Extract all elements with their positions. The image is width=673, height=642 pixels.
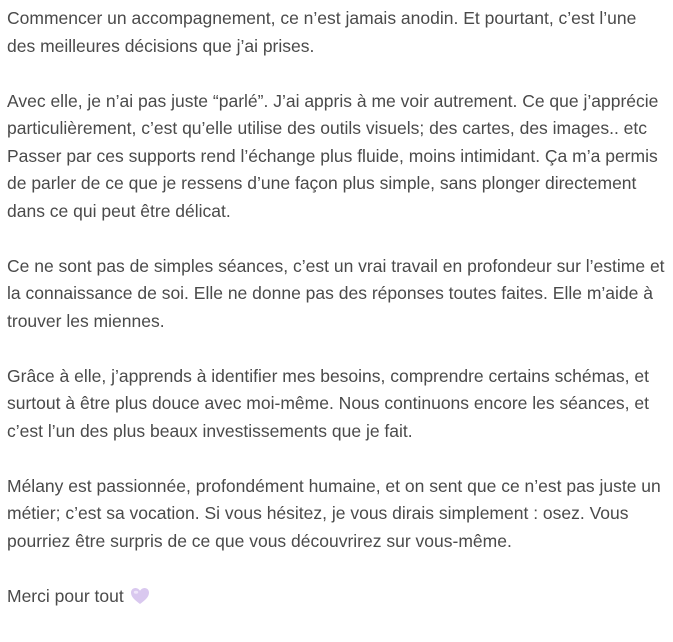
review-paragraph-4: Grâce à elle, j’apprends à identifier mes besoins, comprendre certains schémas, et surtout à être plus douce avec moi-même. Nous continuons encore les séances, et c’est l’un des plus beaux investissements que je fait. <box>7 365 650 441</box>
review-text <box>7 5 669 613</box>
closing-text: Merci pour tout <box>7 585 124 606</box>
review-paragraph-3: Ce ne sont pas de simples séances, c’est un vrai travail en profondeur sur l’estime et la connaissance de soi. Elle ne donne pas des réponses toutes faites. Elle m’aide à trouver les miennes. <box>7 255 665 331</box>
review-paragraph-2: Avec elle, je n’ai pas juste “parlé”. J’ai appris à me voir autrement. Ce que j’apprécie particulièrement, c’est qu’elle utilise des outils visuels; des cartes, des images.. etc Passer par ces supports rend l’échange plus fluide, moins intimidant. Ça m’a permis de parler de ce que je ressens d’une façon plus simple, sans plonger directement dans ce qui peut être délicat. <box>7 90 659 221</box>
review-paragraph-5: Mélany est passionnée, profondément humaine, et on sent que ce n’est pas juste un métier; c’est sa vocation. Si vous hésitez, je vous dirais simplement : osez. Vous pourriez être surpris de ce que vous découvrirez sur vous-même. <box>7 475 661 551</box>
purple-heart-icon <box>130 586 150 614</box>
review-closing-line <box>7 583 669 614</box>
review-paragraph-1: Commencer un accompagnement, ce n’est jamais anodin. Et pourtant, c’est l’une des meilleures décisions que j’ai prises. <box>7 8 637 56</box>
